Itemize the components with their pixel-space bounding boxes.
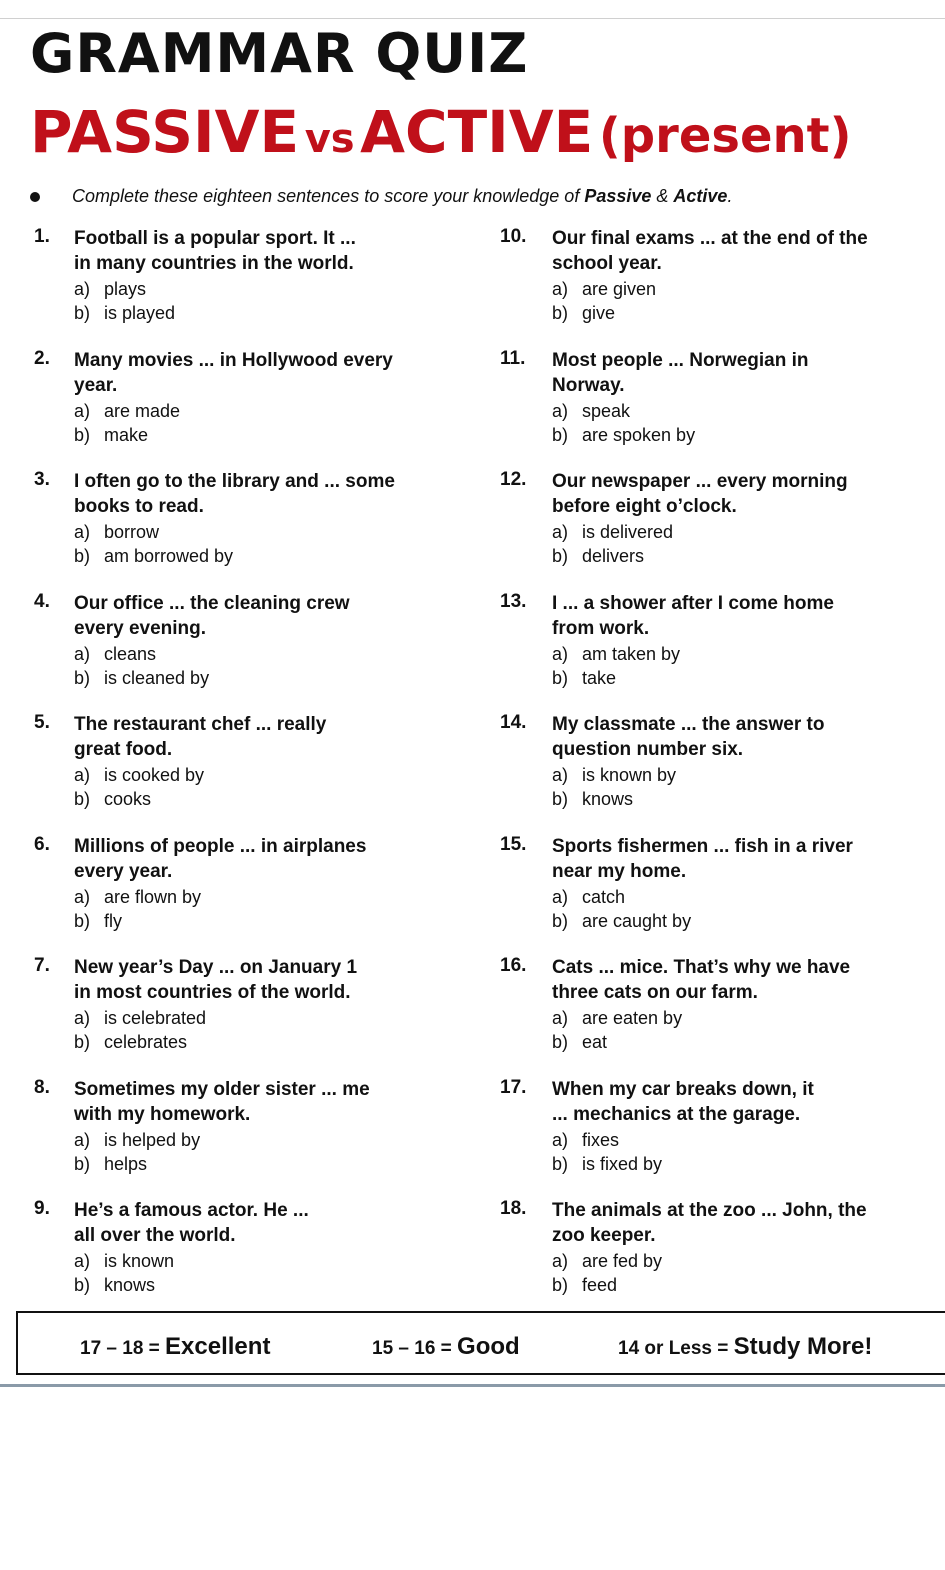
question-number: 18.	[500, 1198, 527, 1219]
option-b[interactable]	[74, 425, 148, 446]
question-item	[0, 591, 470, 713]
question-number: 16.	[500, 955, 527, 976]
option-letter: a)	[552, 279, 569, 299]
question-text: Many movies ... in Hollywood every year.	[74, 349, 393, 396]
question-item	[0, 1077, 470, 1199]
option-letter: b)	[552, 1032, 569, 1052]
option-b[interactable]	[552, 425, 695, 446]
option-letter: a)	[74, 1251, 91, 1271]
option-b[interactable]	[74, 789, 151, 810]
question-text: He’s a famous actor. He ... all over the world.	[74, 1200, 309, 1246]
question-text: My classmate ... the answer to question number six.	[552, 714, 825, 760]
option-b[interactable]	[552, 1154, 662, 1175]
option-b[interactable]	[552, 1032, 607, 1053]
option-letter: b)	[552, 424, 569, 445]
option-text: is delivered	[582, 522, 674, 542]
option-text: catch	[582, 886, 626, 907]
option-text: are made	[104, 400, 181, 421]
option-text: celebrates	[104, 1032, 188, 1052]
option-letter: a)	[552, 1008, 569, 1028]
question-number: 12.	[500, 469, 527, 490]
option-a[interactable]	[74, 401, 180, 422]
question-text: The animals at the zoo ... John, the zoo keeper.	[552, 1200, 867, 1246]
question-number: 1.	[34, 226, 50, 247]
question-item	[498, 226, 945, 348]
option-text: take	[582, 667, 617, 688]
option-text: are flown by	[104, 886, 202, 907]
option-letter: b)	[74, 546, 91, 566]
question-number: 8.	[34, 1076, 50, 1098]
option-letter: a)	[74, 886, 91, 907]
option-text: make	[104, 424, 149, 445]
option-text: is cleaned by	[104, 667, 210, 688]
option-letter: a)	[552, 400, 569, 421]
question-number: 5.	[34, 712, 50, 733]
option-text: is played	[104, 303, 176, 323]
option-b[interactable]	[74, 1275, 155, 1296]
option-letter: b)	[552, 546, 569, 566]
option-letter: a)	[74, 279, 91, 299]
question-item	[498, 348, 945, 470]
option-letter: a)	[552, 886, 569, 907]
option-a[interactable]	[74, 1008, 206, 1029]
option-text: is fixed by	[582, 1153, 663, 1174]
option-letter: b)	[552, 1153, 569, 1174]
question-item	[498, 1077, 945, 1199]
option-a[interactable]	[552, 765, 676, 786]
question-item	[0, 955, 470, 1077]
score-excellent: 17 – 18 = Excellent	[80, 1333, 271, 1360]
subtitle-vs: vs	[304, 116, 355, 162]
bullet-icon	[30, 192, 40, 202]
top-divider	[0, 18, 945, 19]
option-text: speak	[582, 400, 631, 421]
option-text: give	[582, 303, 616, 323]
option-text: am taken by	[582, 643, 681, 664]
option-b[interactable]	[552, 668, 616, 689]
question-number: 9.	[34, 1198, 50, 1219]
score-good: 15 – 16 = Good	[372, 1333, 520, 1360]
option-text: cleans	[104, 643, 157, 664]
question-text: Sometimes my older sister ... me with my homework.	[74, 1078, 370, 1125]
option-text: fly	[104, 910, 122, 931]
option-text: fixes	[582, 1129, 620, 1150]
option-letter: a)	[74, 1129, 91, 1150]
option-text: are given	[582, 279, 657, 299]
option-letter: a)	[552, 1251, 569, 1271]
option-letter: a)	[552, 643, 569, 664]
option-letter: a)	[74, 1008, 91, 1028]
option-letter: b)	[74, 1032, 91, 1052]
option-b[interactable]	[74, 668, 209, 689]
option-letter: a)	[552, 765, 569, 785]
option-a[interactable]	[552, 1130, 619, 1151]
question-text: New year’s Day ... on January 1 in most countries of the world.	[74, 957, 358, 1003]
option-b[interactable]	[552, 911, 691, 932]
question-text: I ... a shower after I come home from work.	[552, 592, 834, 639]
option-text: helps	[104, 1153, 148, 1174]
option-text: feed	[582, 1275, 618, 1295]
option-b[interactable]	[74, 1032, 187, 1053]
option-letter: a)	[74, 400, 91, 421]
scoring-key	[16, 1311, 945, 1375]
option-b[interactable]	[74, 546, 233, 567]
option-letter: b)	[552, 667, 569, 688]
option-text: delivers	[582, 546, 645, 566]
option-a[interactable]	[74, 279, 146, 300]
option-a[interactable]	[552, 279, 656, 300]
option-a[interactable]	[552, 1251, 662, 1272]
option-a[interactable]	[552, 1008, 682, 1029]
question-number: 2.	[34, 347, 50, 369]
option-a[interactable]	[74, 1130, 200, 1151]
question-text: Cats ... mice. That’s why we have three cats on our farm.	[552, 957, 851, 1003]
page-title: GRAMMAR QUIZ	[30, 22, 529, 85]
score-study-more: 14 or Less = Study More!	[618, 1333, 873, 1360]
option-letter: a)	[552, 522, 569, 542]
option-a[interactable]	[552, 644, 680, 665]
option-text: are spoken by	[582, 424, 696, 445]
option-a[interactable]	[74, 1251, 174, 1272]
option-letter: a)	[74, 765, 91, 785]
question-text: When my car breaks down, it ... mechanics at the garage.	[552, 1078, 814, 1125]
option-letter: b)	[74, 303, 91, 323]
option-text: is celebrated	[104, 1008, 207, 1028]
question-number: 7.	[34, 955, 50, 976]
question-text: Our office ... the cleaning crew every evening.	[74, 592, 350, 639]
question-item	[498, 591, 945, 713]
option-text: borrow	[104, 522, 160, 542]
option-text: cooks	[104, 789, 152, 809]
question-item	[0, 469, 470, 591]
option-letter: a)	[74, 522, 91, 542]
option-text: am borrowed by	[104, 546, 234, 566]
option-b[interactable]	[552, 789, 633, 810]
subtitle-passive: PASSIVE	[30, 98, 300, 166]
questions-left-column	[0, 226, 470, 1320]
question-item	[498, 712, 945, 834]
subtitle-present: (present)	[598, 108, 852, 164]
question-item	[498, 955, 945, 1077]
option-b[interactable]	[552, 546, 644, 567]
option-text: are caught by	[582, 910, 692, 931]
option-letter: b)	[74, 667, 91, 688]
option-letter: b)	[74, 910, 91, 931]
option-letter: a)	[74, 643, 91, 664]
option-text: eat	[582, 1032, 608, 1052]
question-text: Our newspaper ... every morning before eight o’clock.	[552, 471, 848, 517]
option-b[interactable]	[74, 303, 175, 324]
option-a[interactable]	[74, 522, 159, 543]
option-letter: b)	[552, 910, 569, 931]
question-text: Football is a popular sport. It ... in many countries in the world.	[74, 228, 356, 274]
option-letter: b)	[552, 789, 569, 809]
option-letter: b)	[552, 303, 569, 323]
option-letter: b)	[74, 424, 91, 445]
question-item	[498, 469, 945, 591]
option-text: is known	[104, 1251, 175, 1271]
option-b[interactable]	[552, 1275, 617, 1296]
option-b[interactable]	[74, 911, 122, 932]
option-a[interactable]	[74, 644, 156, 665]
option-letter: a)	[552, 1129, 569, 1150]
bottom-divider	[0, 1384, 945, 1387]
question-item	[0, 712, 470, 834]
option-text: knows	[582, 789, 634, 809]
option-letter: b)	[74, 1153, 91, 1174]
question-number: 3.	[34, 469, 50, 490]
question-number: 4.	[34, 590, 50, 612]
option-a[interactable]	[552, 887, 625, 908]
option-a[interactable]	[552, 522, 673, 543]
question-text: Our final exams ... at the end of the school year.	[552, 228, 868, 274]
option-b[interactable]	[552, 303, 615, 324]
question-item	[498, 1198, 945, 1320]
question-number: 13.	[500, 590, 527, 612]
option-a[interactable]	[552, 401, 630, 422]
option-text: is cooked by	[104, 765, 205, 785]
question-number: 14.	[500, 712, 527, 733]
question-number: 10.	[500, 226, 527, 247]
option-letter: b)	[74, 789, 91, 809]
question-item	[0, 834, 470, 956]
question-number: 17.	[500, 1076, 527, 1098]
question-text: Sports fishermen ... fish in a river near my home.	[552, 835, 853, 882]
option-a[interactable]	[74, 887, 201, 908]
question-item	[0, 348, 470, 470]
question-text: I often go to the library and ... some books to read.	[74, 471, 395, 517]
option-text: is helped by	[104, 1129, 201, 1150]
question-item	[0, 1198, 470, 1320]
questions-right-column	[498, 226, 945, 1320]
option-letter: b)	[74, 1275, 91, 1295]
instructions: Complete these eighteen sentences to score your knowledge of Passive & Active.	[30, 186, 732, 207]
option-text: are eaten by	[582, 1008, 683, 1028]
question-item	[0, 226, 470, 348]
question-number: 15.	[500, 833, 527, 855]
option-text: are fed by	[582, 1251, 663, 1271]
question-text: The restaurant chef ... really great food.	[74, 714, 327, 760]
option-text: plays	[104, 279, 147, 299]
option-letter: b)	[552, 1275, 569, 1295]
subtitle-active: ACTIVE	[360, 98, 594, 166]
question-text: Most people ... Norwegian in Norway.	[552, 349, 809, 396]
option-text: is known by	[582, 765, 677, 785]
option-b[interactable]	[74, 1154, 147, 1175]
question-number: 6.	[34, 833, 50, 855]
question-item	[498, 834, 945, 956]
question-text: Millions of people ... in airplanes every year.	[74, 835, 367, 882]
question-number: 11.	[500, 347, 526, 369]
option-a[interactable]	[74, 765, 204, 786]
page-subtitle	[30, 98, 852, 166]
option-text: knows	[104, 1275, 156, 1295]
